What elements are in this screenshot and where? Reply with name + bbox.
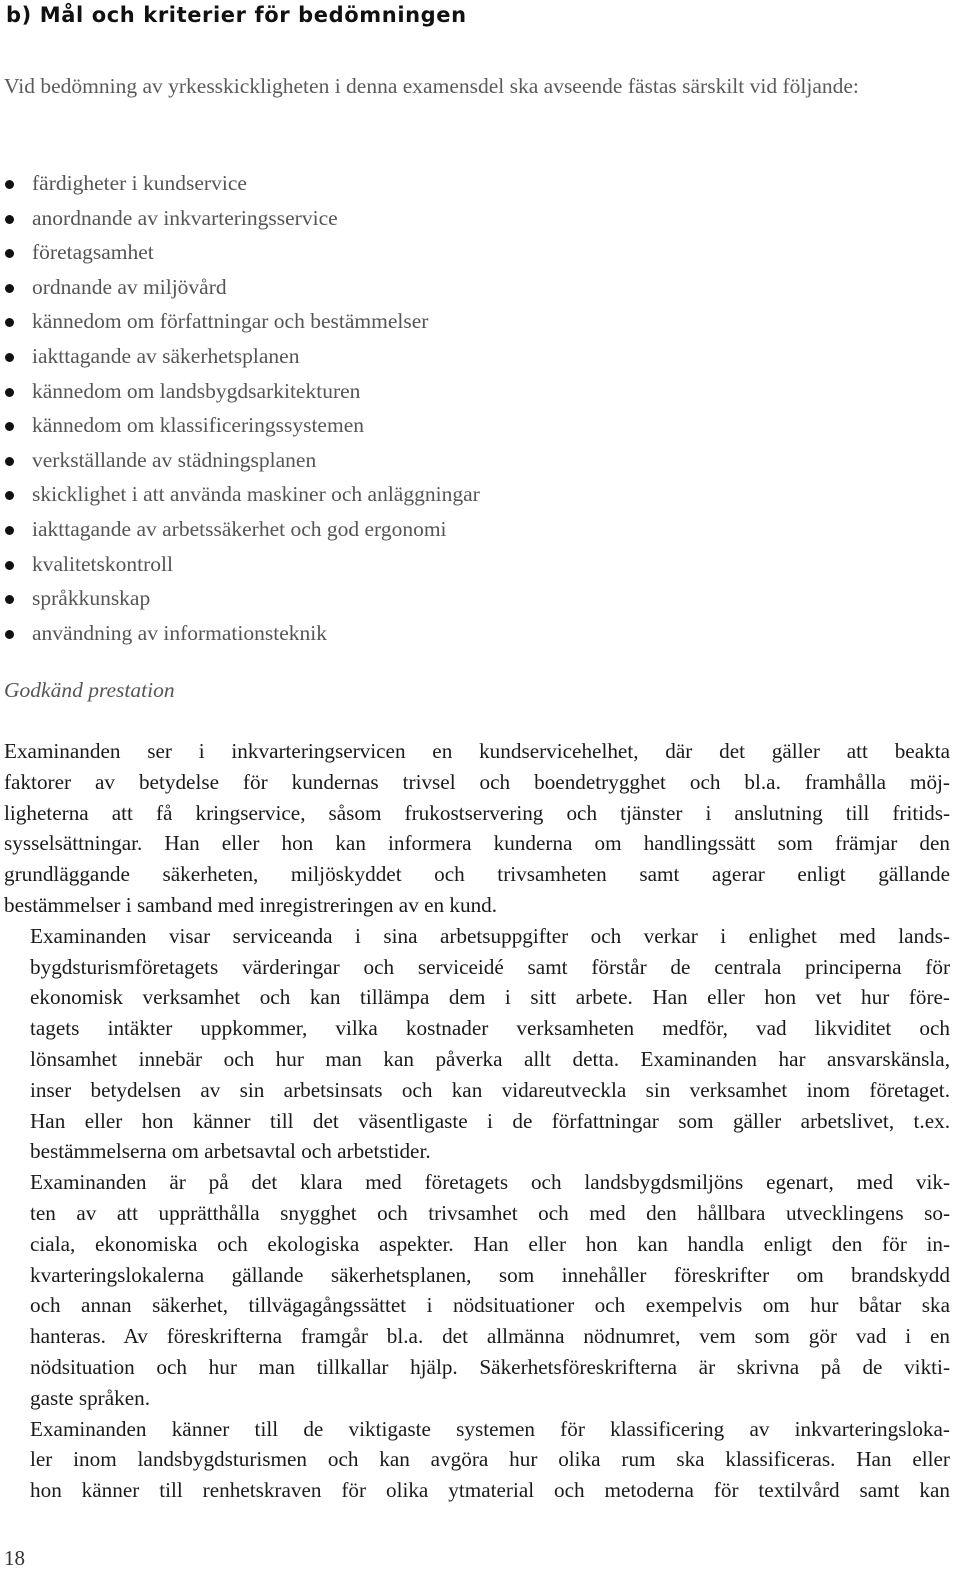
text-line: bestämmelserna om arbetsavtal och arbetstider. [30, 1139, 431, 1164]
list-item-text: verkställande av städningsplanen [32, 447, 317, 472]
text-line: hanteras. Av föreskrifterna framgår bl.a. det allmänna nödnumret, vem som gör vad i en [30, 1324, 950, 1349]
list-item [0, 304, 480, 339]
bullet-icon [5, 284, 14, 293]
text-line: grundläggande säkerheten, miljöskyddet och trivsamheten samt agerar enligt gällande [4, 862, 950, 887]
text-line: och annan säkerhet, tillvägagångssättet i nödsituationer och exempelvis om hur båtar ska [30, 1293, 950, 1318]
paragraph [4, 1167, 950, 1413]
intro-paragraph: Vid bedömning av yrkesskickligheten i denna examensdel ska avseende fästas särskilt vid följande: [4, 74, 859, 98]
list-item [0, 477, 480, 512]
page-number: 18 [4, 1546, 25, 1570]
bullet-icon [5, 318, 14, 327]
text-line: Examinanden ser i inkvarteringservicen en kundservicehelhet, där det gäller att beakta [4, 739, 950, 763]
bullet-icon [5, 215, 14, 224]
list-item-text: anordnande av inkvarteringsservice [32, 205, 338, 230]
list-item [0, 235, 480, 270]
bullet-icon [5, 457, 14, 466]
bullet-icon [5, 388, 14, 397]
list-item [0, 616, 480, 651]
bullet-icon [5, 422, 14, 431]
bullet-icon [5, 491, 14, 500]
list-item [0, 581, 480, 616]
section-heading: b) Mål och kriterier för bedömningen [6, 3, 467, 27]
list-item [0, 166, 480, 201]
text-line: faktorer av betydelse för kundernas trivsel och boendetrygghet och bl.a. framhålla möj- [4, 769, 950, 794]
body-text [4, 736, 950, 1506]
bullet-icon [5, 561, 14, 570]
list-item-text: iakttagande av arbetssäkerhet och god ergonomi [32, 516, 447, 541]
text-line: hon känner till renhetskraven för olika ytmaterial och metoderna för textilvård samt kan [30, 1478, 950, 1503]
text-line: kvarteringslokalerna gällande säkerhetsplanen, som innehåller föreskrifter om brandskydd [30, 1262, 950, 1287]
list-item-text: kännedom om klassificeringssystemen [32, 413, 364, 438]
paragraph [4, 1414, 950, 1506]
paragraph [4, 736, 950, 921]
bullet-icon [5, 353, 14, 362]
text-line: sysselsättningar. Han eller hon kan informera kunderna om handlingssätt som främjar den [4, 831, 950, 856]
text-line: ten av att upprätthålla snygghet och trivsamhet och med den hållbara utvecklingens so- [30, 1200, 950, 1225]
text-line: Examinanden visar serviceanda i sina arbetsuppgifter och verkar i enlighet med lands- [30, 923, 950, 948]
text-line: ligheterna att få kringservice, såsom frukostservering och tjänster i anslutning till fritids- [4, 800, 950, 825]
text-line: ciala, ekonomiska och ekologiska aspekter. Han eller hon kan handla enligt den för in- [30, 1231, 950, 1256]
list-item [0, 547, 480, 582]
bullet-icon [5, 630, 14, 639]
text-line: ekonomisk verksamhet och kan tillämpa dem i sitt arbete. Han eller hon vet hur före- [30, 985, 950, 1010]
bullet-icon [5, 180, 14, 189]
bullet-icon [5, 595, 14, 604]
paragraph [4, 921, 950, 1167]
list-item-text: skicklighet i att använda maskiner och anläggningar [32, 482, 480, 507]
list-item [0, 201, 480, 236]
bullet-icon [5, 249, 14, 258]
list-item [0, 512, 480, 547]
subsection-heading: Godkänd prestation [4, 678, 175, 702]
list-item [0, 374, 480, 409]
text-line: nödsituation och hur man tillkallar hjälp. Säkerhetsföreskrifterna är skrivna på de vikti- [30, 1354, 950, 1379]
list-item [0, 408, 480, 443]
text-line: bestämmelser i samband med inregistreringen av en kund. [4, 892, 498, 917]
bullet-icon [5, 526, 14, 535]
list-item-text: kvalitetskontroll [32, 551, 173, 576]
text-line: Han eller hon känner till det väsentligaste i de författningar som gäller arbetslivet, t.ex. [30, 1108, 950, 1133]
text-line: Examinanden känner till de viktigaste systemen för klassificering av inkvarteringsloka- [30, 1416, 950, 1441]
list-item-text: iakttagande av säkerhetsplanen [32, 343, 300, 368]
text-line: bygdsturismföretagets värderingar och serviceidé samt förstår de centrala principerna för [30, 954, 950, 979]
list-item [0, 443, 480, 478]
list-item-text: användning av informationsteknik [32, 620, 327, 645]
list-item-text: företagsamhet [32, 240, 154, 265]
text-line: gaste språken. [30, 1385, 151, 1410]
list-item-text: kännedom om landsbygdsarkitekturen [32, 378, 361, 403]
list-item [0, 270, 480, 305]
text-line: Examinanden är på det klara med företagets och landsbygdsmiljöns egenart, med vik- [30, 1170, 950, 1195]
list-item-text: kännedom om författningar och bestämmelser [32, 309, 429, 334]
text-line: ler inom landsbygdsturismen och kan avgöra hur olika rum ska klassificeras. Han eller [30, 1447, 950, 1472]
list-item-text: ordnande av miljövård [32, 274, 227, 299]
list-item [0, 339, 480, 374]
text-line: lönsamhet innebär och hur man kan påverka allt detta. Examinanden har ansvarskänsla, [30, 1046, 950, 1071]
text-line: inser betydelsen av sin arbetsinsats och kan vidareutveckla sin verksamhet inom företaget. [30, 1077, 950, 1102]
criteria-list [0, 166, 480, 650]
text-line: tagets intäkter uppkommer, vilka kostnader verksamheten medför, vad likviditet och [30, 1016, 950, 1041]
list-item-text: språkkunskap [32, 586, 151, 611]
list-item-text: färdigheter i kundservice [32, 171, 247, 195]
